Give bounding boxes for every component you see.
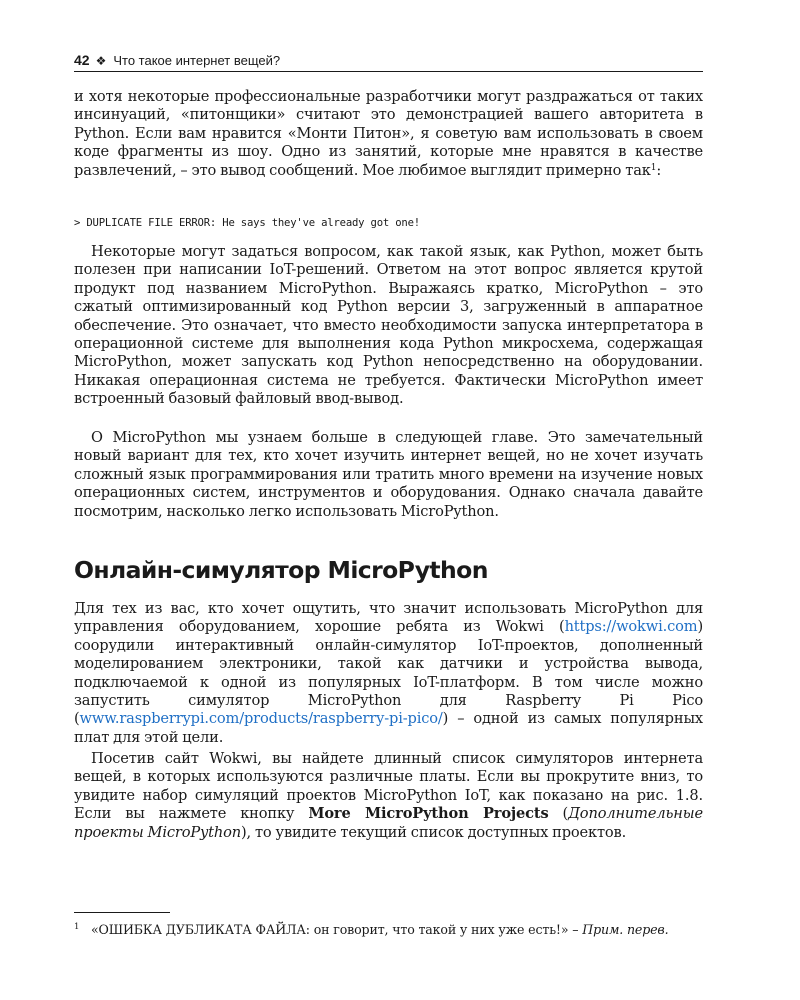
footnote-reference[interactable]: 1 <box>650 162 657 173</box>
section-heading: Онлайн-симулятор MicroPython <box>74 556 488 584</box>
paragraph-5-part3: ), то увидите текущий список доступных проектов. <box>240 823 627 841</box>
code-line: > DUPLICATE FILE ERROR: He says they've already got one! <box>74 217 420 229</box>
paragraph-5 <box>74 750 703 842</box>
paragraph-1-end: : <box>656 161 662 179</box>
footnote-number: 1 <box>74 922 80 932</box>
translation-italic: Дополнительные проекты MicroPython <box>74 805 703 841</box>
paragraph-4-part1: Для тех из вас, кто хочет ощутить, что значит использовать MicroPython для управления оборудованием, хорошие ребята из Wokwi ( <box>74 600 703 636</box>
raspberry-pi-pico-link[interactable]: www.raspberrypi.com/products/raspberry-pi-pico/ <box>79 710 443 728</box>
wokwi-link[interactable]: https://wokwi.com <box>564 618 698 636</box>
running-head <box>74 50 703 72</box>
paragraph-3 <box>74 429 703 521</box>
footnote-rule <box>74 912 170 913</box>
page-number: 42 <box>74 52 90 68</box>
paragraph-5-part2: ( <box>548 805 569 823</box>
paragraph-4 <box>74 600 703 747</box>
header-rule <box>74 71 703 72</box>
translator-note: Прим. перев. <box>582 922 669 937</box>
button-name-bold: More MicroPython Projects <box>308 805 549 823</box>
paragraph-2 <box>74 243 703 409</box>
diamond-separator-icon: ❖ <box>95 54 107 68</box>
paragraph-2-text: Некоторые могут задаться вопросом, как такой язык, как Python, может быть полезен при написании IoT-решений. Ответом на этот вопрос является крутой продукт под названием MicroPython. Выражаясь кратко, MicroPython – это сжатый оптимизированный код Python версии 3, загруженный в аппаратное обеспечение. Это означает, что вместо необходимости запуска интерпретатора в операционной системе для выполнения кода Python микросхема, содержащая MicroPython, может запускать код Python непосредственно на оборудовании. Никакая операционная система не требуется. Фактически MicroPython имеет встроенный базовый файловый ввод-вывод. <box>74 243 703 408</box>
footnote-text: «ОШИБКА ДУБЛИКАТА ФАЙЛА: он говорит, что такой у них уже есть!» – <box>91 922 583 937</box>
paragraph-1 <box>74 88 703 180</box>
chapter-title: Что такое интернет вещей? <box>113 53 281 68</box>
paragraph-1-text: и хотя некоторые профессиональные разработчики могут раздражаться от таких инсинуаций, «питонщики» считают это демонстрацией вашего авторитета в Python. Если вам нравится «Монти Питон», я советую вам использовать в своем коде фрагменты из шоу. Одно из занятий, которые мне нравятся в качестве развлечений, – это вывод сообщений. Мое любимое выглядит примерно так <box>74 88 703 179</box>
paragraph-3-text: О MicroPython мы узнаем больше в следующей главе. Это замечательный новый вариант для тех, кто хочет изучить интернет вещей, но не хочет изучать сложный язык программирования или тратить много времени на изучение новых операционных систем, инструментов и оборудования. Однако сначала давайте посмотрим, насколько легко использовать MicroPython. <box>74 429 703 520</box>
paragraph-4-part2: ) соорудили интерактивный онлайн-симулятор IoT-проектов, дополненный моделированием электроники, такой как датчики и устройства вывода, подключаемой к одной из популярных IoT-платформ. В том числе можно запустить симулятор MicroPython для Raspberry Pi Pico ( <box>74 618 703 728</box>
paragraph-4-part3: ) – одной из самых популярных плат для этой цели. <box>74 710 703 746</box>
paragraph-5-part1: Посетив сайт Wokwi, вы найдете длинный список симуляторов интернета вещей, в которых используются различные платы. Если вы прокрутите вниз, то увидите набор симуляций проектов MicroPython IoT, как показано на рис. 1.8. Если вы нажмете кнопку <box>74 750 703 823</box>
